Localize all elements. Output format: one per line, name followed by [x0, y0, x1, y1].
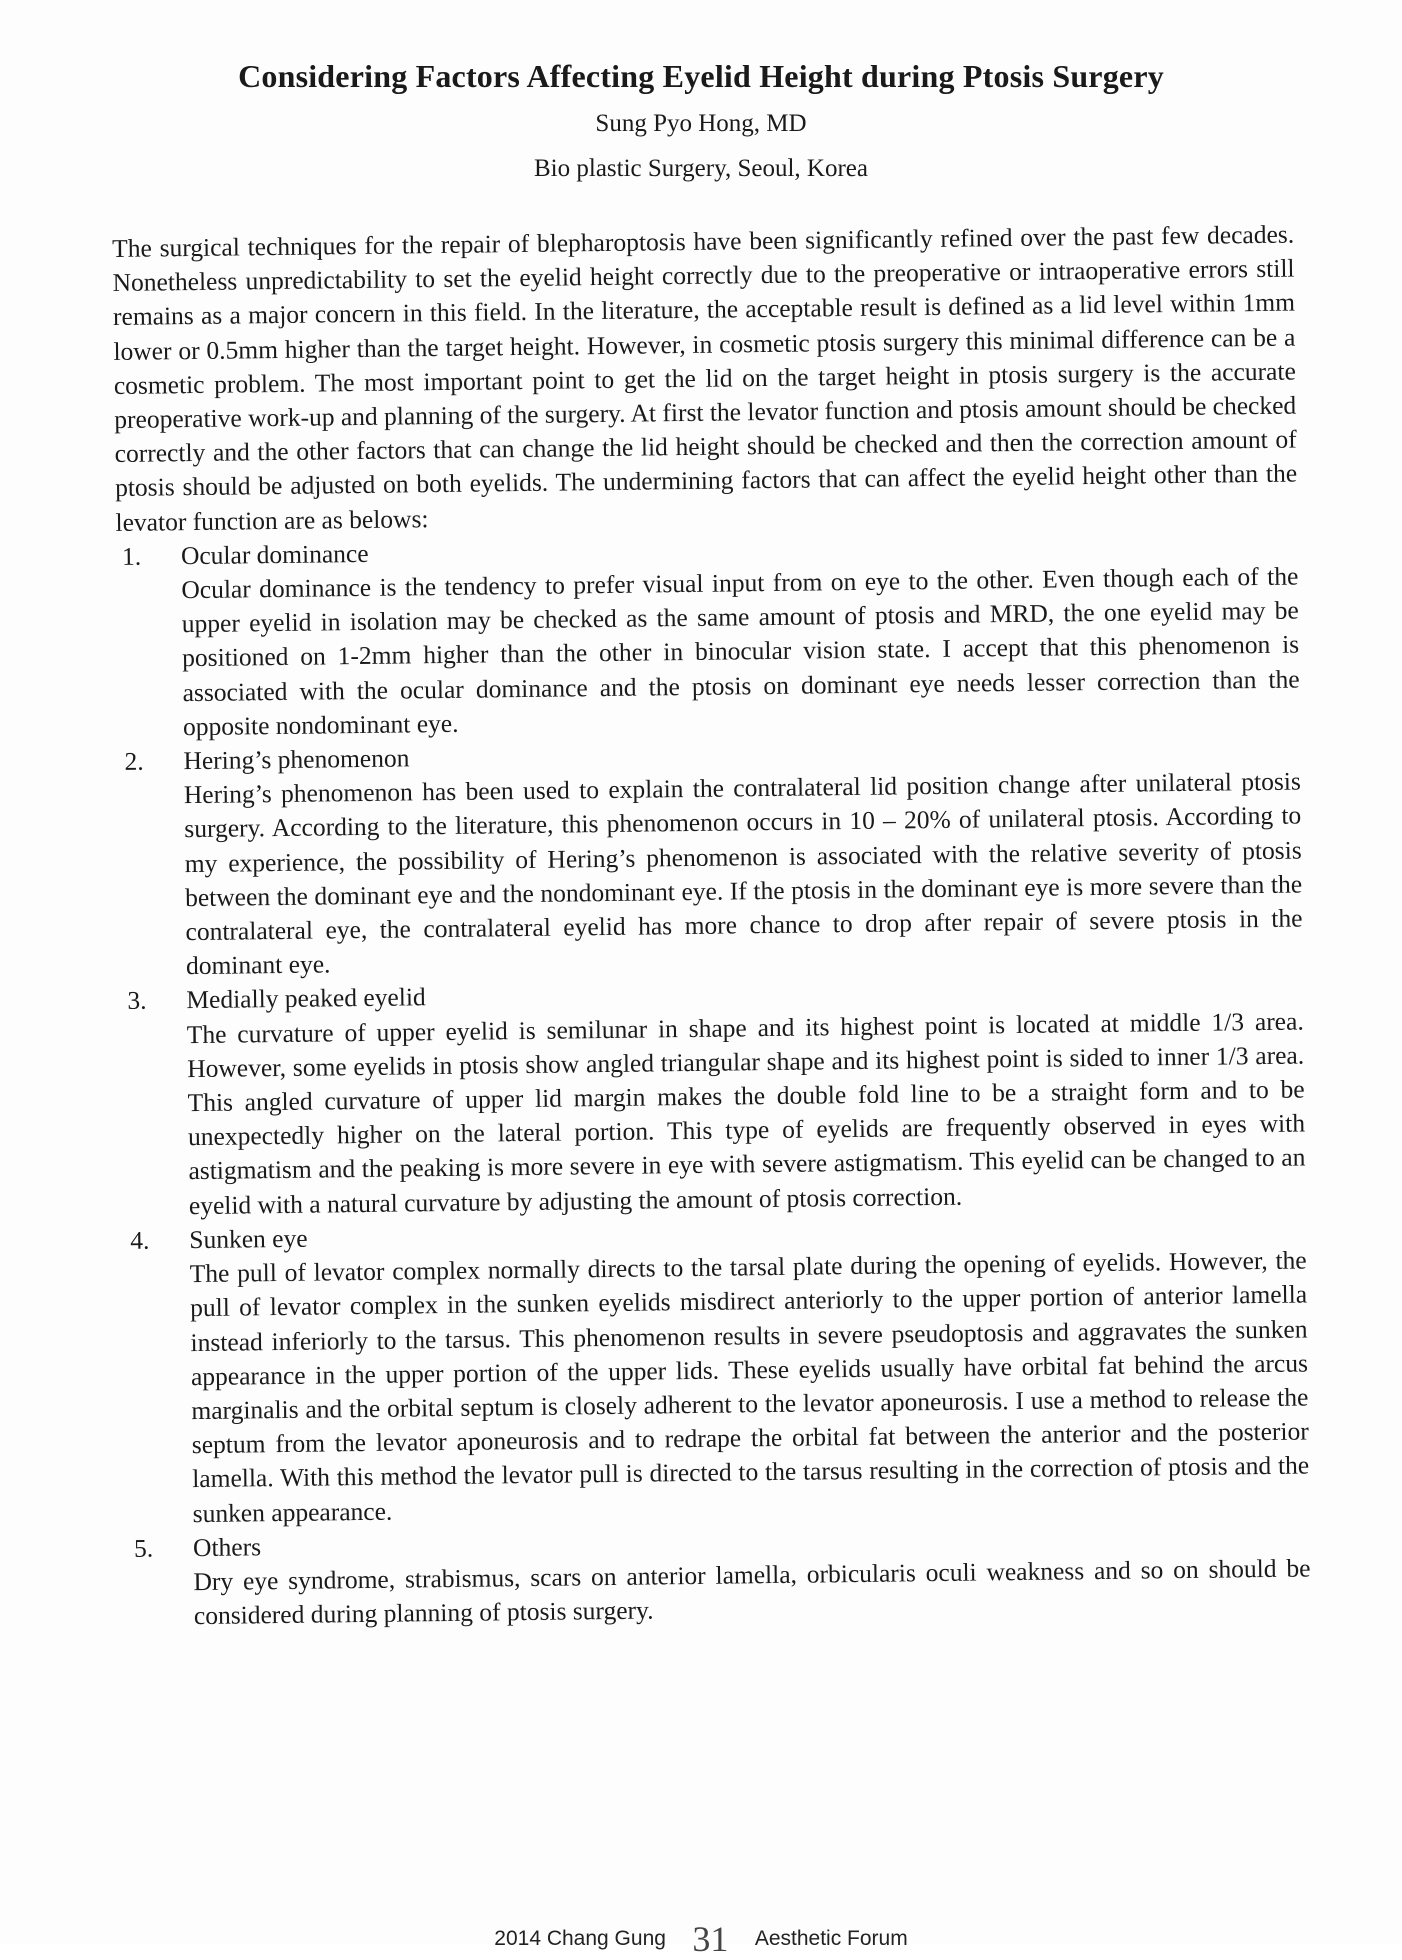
footer-event-year: 2014 Chang Gung: [494, 1927, 666, 1950]
factor-description: Hering’s phenomenon has been used to explain the contralateral lid position change after unilateral ptosis surgery. According to the literature, this phenomenon occurs in 10 – 20% of unilateral ptosis. According to my experience, the possibility of Hering’s phenomenon is associated with the relative severity of ptosis between the dominant eye and the nondominant eye. If the ptosis in the dominant eye is more severe than the contralateral eye, the contralateral eyelid has more chance to drop after repair of severe ptosis in the dominant eye.: [183, 766, 1303, 981]
page-footer: [0, 1918, 1402, 1960]
body-text: [112, 218, 1311, 1635]
factor-item: [118, 731, 1303, 985]
factor-item: [124, 1209, 1310, 1531]
factor-list: [116, 525, 1311, 1634]
factor-number: 5.: [133, 1533, 154, 1563]
factor-item: [121, 970, 1306, 1224]
intro-paragraph: The surgical techniques for the repair of blepharoptosis have been significantly refined over the past few decades. Nonetheless unpredictability to set the eyelid height correctly due to the preoperative or intraoperative errors still remains as a major concern in this field. In the literature, the acceptable result is defined as a lid level within 1mm lower or 0.5mm higher than the target height. However, in cosmetic ptosis surgery this minimal difference can be a cosmetic problem. The most important point to get the lid on the target height in ptosis surgery is the accurate preoperative work-up and planning of the surgery. At first the levator function and ptosis amount should be checked correctly and the other factors that can change the lid height should be checked and then the correction amount of ptosis should be adjusted on both eyelids. The undermining factors that can affect the eyelid height other than the levator function are as belows:: [112, 219, 1298, 537]
factor-title: Others: [192, 1531, 262, 1562]
factor-number: 1.: [121, 541, 142, 571]
factor-item: [116, 525, 1300, 745]
factor-number: 4.: [130, 1225, 150, 1255]
factor-number: 2.: [124, 746, 144, 776]
author-affiliation: Bio plastic Surgery, Seoul, Korea: [534, 155, 868, 182]
factor-title: Sunken eye: [189, 1223, 308, 1255]
factor-description: Ocular dominance is the tendency to prefer visual input from on eye to the other. Even though each of the upper eyelid in isolation may be checked as the same amount of ptosis and MRD, the one eyelid may be positioned on 1-2mm higher than the other in binocular vision state. I accept that this phenomenon is associated with the ocular dominance and the ptosis on dominant eye needs lesser correction than the opposite nondominant eye.: [181, 561, 1300, 742]
factor-description: The pull of levator complex normally directs to the tarsal plate during the opening of eyelids. However, the pull of levator complex in the sunken eyelids misdirect anteriorly to the upper portion of anterior lamella instead inferiorly to the tarsus. This phenomenon results in severe pseudoptosis and aggravates the sunken appearance in the upper portion of the upper lids. These eyelids usually have orbital fat behind the arcus marginalis and the orbital septum is closely adherent to the levator aponeurosis. I use a method to release the septum from the levator aponeurosis and to redrape the orbital fat between the anterior and the posterior lamella. With this method the levator pull is directed to the tarsus resulting in the correction of ptosis and the sunken appearance.: [189, 1245, 1310, 1528]
factor-number: 3.: [127, 986, 147, 1016]
factor-description: The curvature of upper eyelid is semilunar in shape and its highest point is located at middle 1/3 area. However, some eyelids in ptosis show angled triangular shape and its highest point is sided to inner 1/3 area. This angled curvature of upper lid margin makes the double fold line to be a straight form and to be unexpectedly higher on the lateral portion. This type of eyelids are frequently observed in eyes with astigmatism and the peaking is more severe in eye with severe astigmatism. This eyelid can be changed to an eyelid with a natural curvature by adjusting the amount of ptosis correction.: [186, 1006, 1306, 1220]
author-name: Sung Pyo Hong, MD: [595, 110, 807, 137]
paper-title: Considering Factors Affecting Eyelid Height during Ptosis Surgery: [238, 58, 1164, 94]
factor-title: Medially peaked eyelid: [186, 982, 426, 1015]
factor-title: Ocular dominance: [180, 538, 369, 571]
page-number: 31: [692, 1919, 729, 1959]
footer-event-name: Aesthetic Forum: [754, 1927, 908, 1950]
factor-title: Hering’s phenomenon: [183, 743, 410, 776]
factor-description: Dry eye syndrome, strabismus, scars on anterior lamella, orbicularis oculi weakness and so on should be considered during planning of ptosis surgery.: [193, 1553, 1311, 1631]
factor-item: [128, 1517, 1311, 1634]
